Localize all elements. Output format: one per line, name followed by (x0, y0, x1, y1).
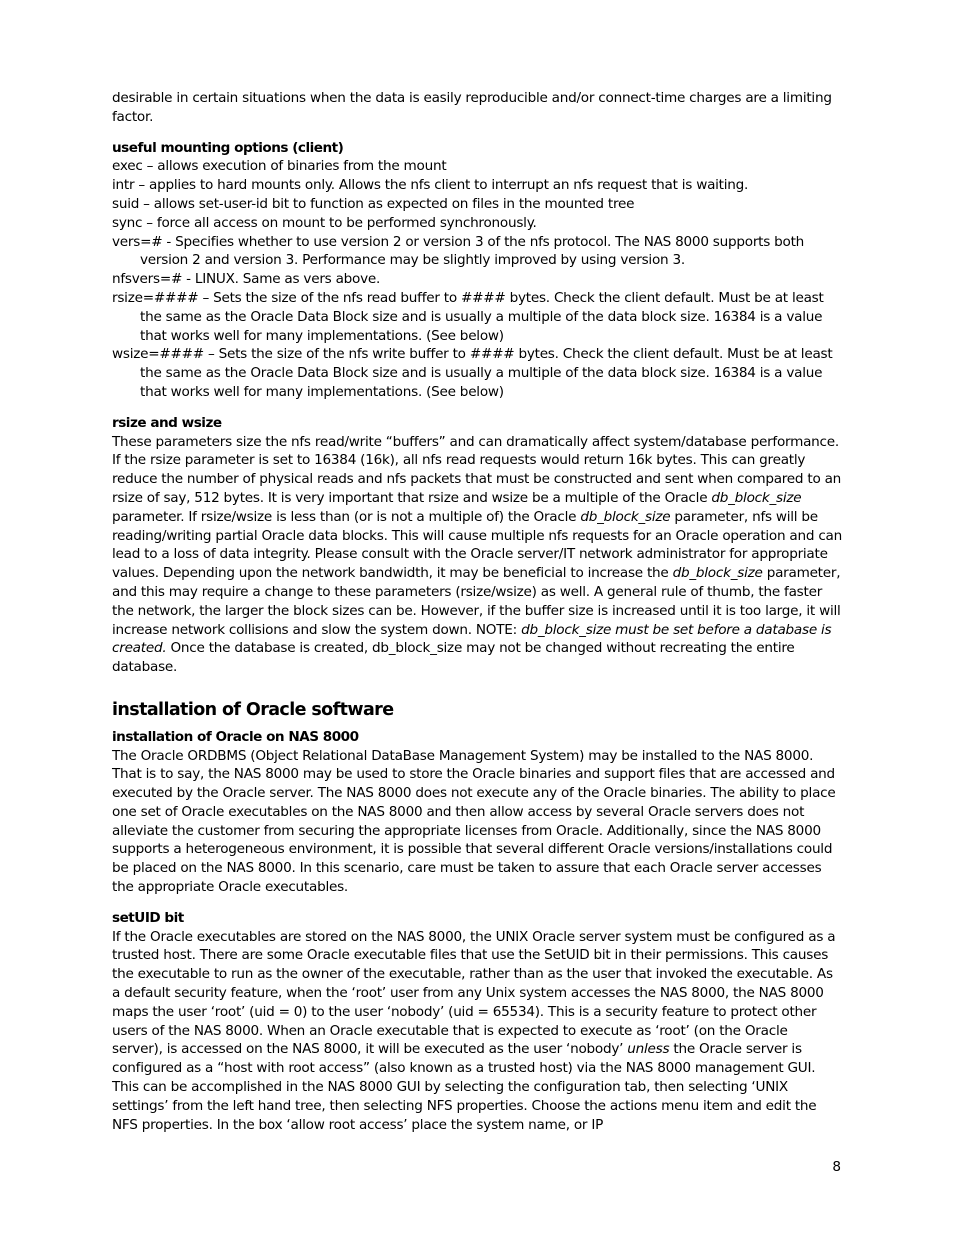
text-run: These parameters size the nfs read/write “buffers” and can dramatically affect system/database performance. If the rsize parameter is set to 16384 (16k), all nfs read requests would return 16k bytes. This can greatly reduce the number of physical reads and nfs packets that must be constructed and sent when compared to an rsize of say, 512 bytes. It is very important that rsize and wsize be a multiple of the Oracle (112, 433, 842, 506)
mount-options-list (112, 157, 842, 401)
text-run: If the Oracle executables are stored on the NAS 8000, the UNIX Oracle server system must be configured as a trusted host. There are some Oracle executable files that use the SetUID bit in their permissions. This causes the executable to run as the owner of the executable, rather than as the user that invoked the executable. As a default security feature, when the ‘root’ user from any Unix system accesses the NAS 8000, the NAS 8000 maps the user ‘root’ (uid = 0) to the user ‘nobody’ (uid = 65534). This is a security feature to protect other users of the NAS 8000. When an Oracle executable that is expected to execute as ‘root’ (on the Oracle server), is accessed on the NAS 8000, it will be executed as the user ‘nobody’ (112, 928, 836, 1058)
page-number: 8 (832, 1159, 841, 1175)
document-page (112, 89, 842, 1134)
section-heading-installation: installation of Oracle software (112, 699, 394, 720)
italic-run: db_block_size (672, 565, 763, 582)
install-paragraph: The Oracle ORDBMS (Object Relational DataBase Management System) may be installed to the NAS 8000. That is to say, the NAS 8000 may be used to store the Oracle binaries and support files that are accessed and executed by the Oracle server. The NAS 8000 does not execute any of the Oracle binaries. The ability to place one set of Oracle executables on the NAS 8000 and then allow access by several Oracle servers does not alleviate the customer from securing the appropriate licenses from Oracle. Additionally, since the NAS 8000 supports a heterogeneous environment, it is possible that several different Oracle versions/installations could be placed on the NAS 8000. In this scenario, care must be taken to assure that each Oracle server accesses the appropriate Oracle executables. (112, 747, 836, 896)
italic-run: unless (627, 1041, 670, 1058)
subsection-heading-nas-install: installation of Oracle on NAS 8000 (112, 728, 359, 745)
italic-run: db_block_size must be set before a database is created. (112, 621, 832, 657)
italic-run: db_block_size (580, 508, 671, 525)
text-run: parameter. If rsize/wsize is less than (or is not a multiple of) the Oracle (112, 508, 581, 525)
intro-paragraph: desirable in certain situations when the data is easily reproducible and/or connect-time charges are a limiting factor. (112, 90, 832, 125)
setuid-paragraph (112, 928, 842, 1135)
option-wsize: wsize=#### – Sets the size of the nfs write buffer to #### bytes. Check the client default. Must be at least the same as the Oracle Data Block size and is usually a multiple of the data block size. 16384 is a value that works well for many implementations. (See below) (112, 346, 833, 400)
italic-run: db_block_size (711, 489, 802, 506)
option-intr: intr – applies to hard mounts only. Allows the nfs client to interrupt an nfs request that is waiting. (112, 177, 749, 194)
option-nfsvers: nfsvers=# - LINUX. Same as vers above. (112, 271, 381, 288)
rsize-wsize-heading: rsize and wsize (112, 414, 222, 431)
option-sync: sync – force all access on mount to be performed synchronously. (112, 214, 537, 231)
option-rsize: rsize=#### – Sets the size of the nfs read buffer to #### bytes. Check the client default. Must be at least the same as the Oracle Data Block size and is usually a multiple of the data block size. 16384 is a value that works well for many implementations. (See below) (112, 289, 824, 344)
text-run: Once the database is created, db_block_size may not be changed without recreating the entire database. (112, 640, 795, 676)
text-run: the Oracle server is configured as a “host with root access” (also known as a trusted host) via the NAS 8000 management GUI. This can be accomplished in the NAS 8000 GUI by selecting the configuration tab, then selecting ‘UNIX settings’ from the left hand tree, then selecting NFS properties. Choose the actions menu item and edit the NFS properties. In the box ‘allow root access’ place the system name, or IP (112, 1041, 817, 1133)
setuid-heading: setUID bit (112, 909, 184, 926)
option-suid: suid – allows set-user-id bit to function as expected on files in the mounted tree (112, 195, 635, 212)
text-run: parameter, and this may require a change to these parameters (rsize/wsize) as well. A general rule of thumb, the faster the network, the larger the block sizes can be. However, if the buffer size is increased until it is too large, it will increase network collisions and slow the system down. NOTE: (112, 565, 841, 638)
mount-options-heading: useful mounting options (client) (112, 139, 344, 156)
text-run: parameter, nfs will be reading/writing partial Oracle data blocks. This will cause multiple nfs requests for an Oracle operation and can lead to a loss of data integrity. Please consult with the Oracle server/IT network administrator for appropriate values. Depending upon the network bandwidth, it may be beneficial to increase the (112, 508, 842, 582)
rsize-wsize-paragraph (112, 433, 842, 677)
option-vers: vers=# - Specifies whether to use version 2 or version 3 of the nfs protocol. The NAS 8000 supports both version 2 and version 3. Performance may be slightly improved by using version 3. (112, 233, 805, 269)
option-exec: exec – allows execution of binaries from the mount (112, 158, 447, 175)
